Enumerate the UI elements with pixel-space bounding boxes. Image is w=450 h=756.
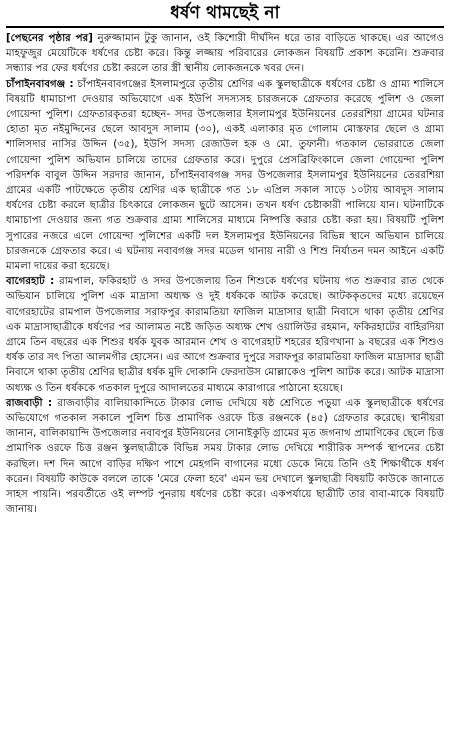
continued-label: [পেছনের পৃষ্ঠার পর] [6, 33, 93, 44]
intro-paragraph [6, 31, 444, 77]
headline-rule [6, 26, 444, 28]
section-lead: চাঁপাইনবাবগঞ্জ : [6, 78, 74, 90]
headline: ধর্ষণ থামছেই না [170, 3, 280, 23]
section-text: চাঁপাইনবাবগঞ্জের ইসলামপুরে তৃতীয় শ্রেণির এক স্কুলছাত্রীকে ধর্ষণের চেষ্টা ও গ্রাম্য শালিসে বিষয়টি ধামাচাপা দেওয়ার অভিযোগে এক ইউপি সদস্যসহ চারজনকে গ্রেফতার করেছে পুলিশ ও জেলা গোয়েন্দা পুলিশ। গ্রেফতারকৃতরা হচ্ছেন- সদর উপজেলার ইসলামপুর ইউনিয়নের তেররশিয়া গ্রামের ঘটনার হোতা মৃত নইমুদ্দিনের ছেলে আবদুস সালাম (৩০), একই এলাকার মৃত গোলাম মোস্তফার ছেলে ও গ্রাম্য শালিসদার নাসির উদ্দিন (৩৫), ইউপি সদস্য রেজাউল হক ও মো. তুফানী। গতকাল ভোররাতে জেলা গোয়েন্দা পুলিশ অভিযান চালিয়ে তাদের গ্রেফতার করে। দুপুরে প্রেসব্রিফিংকালে জেলা গোয়েন্দা পুলিশ পরিদর্শক বাবুল উদ্দিন সরদার জানান, চাঁপাইনবাবগঞ্জ সদর উপজেলার ইসলামপুর ইউনিয়নের তেররশিয়া গ্রামের একটি পাটক্ষেতে তৃতীয় শ্রেণির এক ছাত্রীকে গত ১৮ এপ্রিল সকাল সাড়ে ১০টায় আবদুস সালাম ধর্ষণের চেষ্টা করলে ছাত্রীর চিৎকারে লোকজন ছুটে আসেন। তখন ধর্ষণ চেষ্টাকারী পালিয়ে যান। ঘটনাটিকে ধামাচাপা দেওয়ার জন্য গত শুক্রবার গ্রাম্য শালিসের মাধ্যমে নিষ্পত্তি করার চেষ্টা করা হয়। বিষয়টি পুলিশ সুপারের নজরে এলে গোয়েন্দা পুলিশের একটি দল ইসলামপুর ইউনিয়নের বিভিন্ন স্থানে অভিযান চালিয়ে চারজনকে গ্রেফতার করে। এ ঘটনায় নবাবগঞ্জ সদর মডেল থানায় নারী ও শিশু নির্যাতন দমন আইনে একটি মামলা দায়ের করা হয়েছে। [6, 78, 444, 273]
section-lead: বাগেরহাট : [6, 276, 55, 288]
section-text: রাজবাড়ীর বালিয়াকান্দিতে টাকার লোভ দেখিয়ে ষষ্ঠ শ্রেণিতে পড়ুয়া এক স্কুলছাত্রীকে ধর্ষণের অভিযোগে গতকাল সকালে পুলিশ চিত্ত প্রামাণিক ওরফে চিত্ত রঞ্জনকে (৪৫) গ্রেফতার করেছে। স্থানীয়রা জানান, বালিকায়ান্দি উপজেলার নবাবপুর ইউনিয়নের সোনাইকুড়ি গ্রামের মৃত জগনাথ প্রামাণিকের ছেলে চিত্ত প্রামাণিক ওরফে চিত্ত রঞ্জন স্কুলছাত্রীকে বিভিন্ন সময় টাকার লোভ দেখিয়ে শারীরিক সম্পর্ক স্থাপনের চেষ্টা করছিল। দশ দিন আগে বাড়ির দক্ষিণ পাশে মেহগনি বাগানের মধ্যে ডেকে নিয়ে তিনি ওই শিক্ষার্থীকে ধর্ষণ করেন। বিষয়টি কাউকে বললে তাকে 'মেরে ফেলা হবে' এমন ভয় দেখালে স্কুলছাত্রী বিষয়টি কাউকে জানাতে সাহস পায়নি। পরবর্তীতে ওই লম্পট পুনরায় ধর্ষণের চেষ্টা করে। একপর্যায়ে ছাত্রীটি তার বাবা-মাকে বিষয়টি জানায়। [6, 397, 444, 516]
section-lead: রাজবাড়ী : [6, 397, 53, 409]
section-paragraph-rajbari [6, 396, 444, 518]
section-text: রামপাল, ফকিরহাট ও সদর উপজেলায় তিন শিশুকে ধর্ষণের ঘটনায় গত শুক্রবার রাত থেকে অভিযান চালিয়ে পুলিশ এক মাদ্রাসা অধ্যক্ষ ও দুই ধর্ষককে আটক করেছে। আটককৃতদের মধ্যে রয়েছেন বাগেরহাটের রামপাল উপজেলার সরাফপুর কারামতিয়া ফাজিল মাদ্রাসার ছাত্রী নিবাসে থাকা তৃতীয় শ্রেণির এক মাদ্রাসাছাত্রীকে ধর্ষণের পর আলামত নষ্টে জড়িত অধ্যক্ষ শেখ ওয়ালিউর রহমান, ফকিরহাটের বাহিরদিয়া গ্রামে তিন বছরের এক শিশুর ধর্ষক যুবক আরমান শেখ ও বাগেরহাট শহরের হরিণখানা ৯ বছরের এক শিশুও ধর্ষক তার সৎ পিতা আলমগীর হোসেন। এর আগে শুক্রবার দুপুরে সরাফপুর কারামতিয়া ফাজিল মাদ্রাসার ছাত্রী নিবাসে থাকা তৃতীয় শ্রেণির ছাত্রীর ধর্ষক মুদি দোকানি ফেরদাউস মোল্লাকেও পুলিশ আটক করে। আটক মাদ্রাসা অধ্যক্ষ ও তিন ধর্ষককে গতকাল দুপুরে আদালতের মাধ্যমে কারাগারে পাঠানো হয়েছে। [6, 276, 444, 394]
article-body [6, 31, 444, 518]
section-paragraph-bagerhat [6, 274, 444, 396]
section-paragraph-chapainawabganj [6, 77, 444, 275]
intro-text: নুরুজ্জামান টুকু জানান, ওই কিশোরী দীর্ঘদিন ধরে তার বাড়িতে থাকছে। এর আগেও মাহফুজুর মেয়েটিকে ধর্ষণের চেষ্টা করে। কিন্তু লজ্জায় পরিবারের লোকজন বিষয়টি প্রকাশ করেনি। শুক্রবার সন্ধ্যার পর ফের ধর্ষণের চেষ্টা করলে তার স্ত্রী স্থানীয় লোকজনকে খবর দেন। [6, 33, 444, 75]
